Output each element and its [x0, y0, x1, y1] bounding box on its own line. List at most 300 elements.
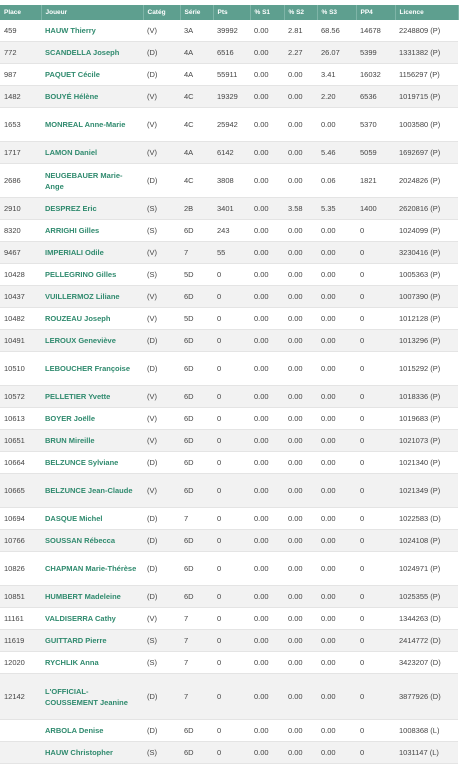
cell-place: 11619 — [0, 630, 41, 652]
cell-s1: 0.00 — [250, 330, 284, 352]
cell-pp4: 0 — [356, 220, 395, 242]
cell-player-name[interactable]: SCANDELLA Joseph — [41, 42, 143, 64]
cell-licence: 2620816 (P) — [395, 198, 458, 220]
cell-points: 0 — [213, 308, 250, 330]
cell-pp4: 5399 — [356, 42, 395, 64]
cell-serie: 6D — [180, 330, 213, 352]
cell-player-name[interactable]: HAUW Christopher — [41, 742, 143, 764]
cell-place: 8320 — [0, 220, 41, 242]
table-row — [0, 508, 458, 530]
cell-points: 0 — [213, 352, 250, 386]
cell-category: (V) — [143, 142, 180, 164]
cell-points: 0 — [213, 552, 250, 586]
cell-s1: 0.00 — [250, 452, 284, 474]
cell-place: 10651 — [0, 430, 41, 452]
cell-s3: 0.00 — [317, 386, 356, 408]
cell-licence: 1012128 (P) — [395, 308, 458, 330]
cell-s3: 0.00 — [317, 286, 356, 308]
cell-s2: 0.00 — [284, 242, 317, 264]
cell-points: 6516 — [213, 42, 250, 64]
cell-pp4: 0 — [356, 408, 395, 430]
col-header-s2[interactable]: % S2 — [284, 5, 317, 20]
col-header-place[interactable]: Place — [0, 5, 41, 20]
cell-s1: 0.00 — [250, 474, 284, 508]
cell-category: (V) — [143, 474, 180, 508]
cell-s3: 3.41 — [317, 64, 356, 86]
cell-s3: 0.00 — [317, 586, 356, 608]
cell-pp4: 16032 — [356, 64, 395, 86]
cell-category: (S) — [143, 742, 180, 764]
cell-place: 10664 — [0, 452, 41, 474]
table-row — [0, 20, 458, 42]
cell-s1: 0.00 — [250, 608, 284, 630]
cell-s2: 2.81 — [284, 20, 317, 42]
cell-player-name[interactable]: DESPREZ Eric — [41, 198, 143, 220]
table-row — [0, 330, 458, 352]
cell-points: 0 — [213, 720, 250, 742]
table-row — [0, 430, 458, 452]
cell-place — [0, 720, 41, 742]
cell-serie: 6D — [180, 586, 213, 608]
cell-licence: 1005363 (P) — [395, 264, 458, 286]
cell-category: (V) — [143, 386, 180, 408]
cell-category: (D) — [143, 164, 180, 198]
cell-licence: 1007390 (P) — [395, 286, 458, 308]
ranking-table — [0, 5, 459, 764]
cell-player-name[interactable]: LEROUX Geneviève — [41, 330, 143, 352]
cell-s2: 0.00 — [284, 552, 317, 586]
cell-place: 10766 — [0, 530, 41, 552]
cell-licence: 1024971 (P) — [395, 552, 458, 586]
cell-licence: 1018336 (P) — [395, 386, 458, 408]
cell-place: 10851 — [0, 586, 41, 608]
cell-serie: 6D — [180, 220, 213, 242]
cell-s2: 0.00 — [284, 720, 317, 742]
cell-player-name[interactable]: BOUYÉ Hélène — [41, 86, 143, 108]
cell-points: 0 — [213, 330, 250, 352]
cell-s3: 0.00 — [317, 242, 356, 264]
cell-s3: 0.00 — [317, 720, 356, 742]
cell-pp4: 1821 — [356, 164, 395, 198]
cell-serie: 2B — [180, 198, 213, 220]
cell-s1: 0.00 — [250, 430, 284, 452]
cell-s3: 5.35 — [317, 198, 356, 220]
cell-licence: 2414772 (D) — [395, 630, 458, 652]
table-row — [0, 452, 458, 474]
cell-s1: 0.00 — [250, 86, 284, 108]
cell-player-name[interactable]: PELLETIER Yvette — [41, 386, 143, 408]
cell-s1: 0.00 — [250, 652, 284, 674]
cell-place: 987 — [0, 64, 41, 86]
cell-points: 0 — [213, 630, 250, 652]
cell-s3: 2.20 — [317, 86, 356, 108]
cell-s3: 0.00 — [317, 220, 356, 242]
cell-s2: 0.00 — [284, 586, 317, 608]
cell-s2: 0.00 — [284, 164, 317, 198]
cell-pp4: 0 — [356, 242, 395, 264]
cell-s2: 0.00 — [284, 452, 317, 474]
cell-s2: 0.00 — [284, 286, 317, 308]
table-row — [0, 42, 458, 64]
col-header-pp4[interactable]: PP4 — [356, 5, 395, 20]
cell-licence: 1022583 (D) — [395, 508, 458, 530]
cell-s2: 0.00 — [284, 64, 317, 86]
cell-s3: 0.00 — [317, 652, 356, 674]
table-row — [0, 608, 458, 630]
cell-category: (D) — [143, 530, 180, 552]
cell-licence: 3230416 (P) — [395, 242, 458, 264]
col-header-s3[interactable]: % S3 — [317, 5, 356, 20]
table-row — [0, 64, 458, 86]
table-row — [0, 720, 458, 742]
cell-s3: 0.00 — [317, 608, 356, 630]
cell-s2: 0.00 — [284, 352, 317, 386]
cell-s3: 0.00 — [317, 630, 356, 652]
cell-player-name[interactable]: BRUN Mireille — [41, 430, 143, 452]
cell-s2: 2.27 — [284, 42, 317, 64]
cell-s1: 0.00 — [250, 552, 284, 586]
cell-serie: 6D — [180, 742, 213, 764]
cell-s1: 0.00 — [250, 220, 284, 242]
cell-licence: 1021073 (P) — [395, 430, 458, 452]
cell-licence: 1003580 (P) — [395, 108, 458, 142]
cell-s3: 0.00 — [317, 508, 356, 530]
cell-pp4: 0 — [356, 552, 395, 586]
cell-s1: 0.00 — [250, 242, 284, 264]
cell-player-name[interactable]: ROUZEAU Joseph — [41, 308, 143, 330]
cell-player-name[interactable]: NEUGEBAUER Marie-Ange — [41, 164, 143, 198]
cell-serie: 5D — [180, 264, 213, 286]
cell-licence: 1344263 (D) — [395, 608, 458, 630]
cell-pp4: 6536 — [356, 86, 395, 108]
cell-player-name[interactable]: ARRIGHI Gilles — [41, 220, 143, 242]
cell-category: (V) — [143, 408, 180, 430]
cell-category: (V) — [143, 286, 180, 308]
cell-pp4: 0 — [356, 630, 395, 652]
cell-category: (D) — [143, 42, 180, 64]
cell-serie: 4C — [180, 86, 213, 108]
cell-category: (V) — [143, 108, 180, 142]
cell-serie: 6D — [180, 552, 213, 586]
cell-pp4: 1400 — [356, 198, 395, 220]
cell-player-name[interactable]: MONREAL Anne-Marie — [41, 108, 143, 142]
cell-s1: 0.00 — [250, 264, 284, 286]
cell-points: 0 — [213, 742, 250, 764]
cell-place: 12142 — [0, 674, 41, 720]
cell-category: (D) — [143, 552, 180, 586]
cell-category: (V) — [143, 430, 180, 452]
cell-points: 39992 — [213, 20, 250, 42]
cell-points: 0 — [213, 386, 250, 408]
cell-serie: 7 — [180, 242, 213, 264]
cell-pp4: 0 — [356, 608, 395, 630]
cell-licence: 3423207 (D) — [395, 652, 458, 674]
cell-serie: 7 — [180, 608, 213, 630]
cell-pp4: 5370 — [356, 108, 395, 142]
cell-player-name[interactable]: IMPERIALI Odile — [41, 242, 143, 264]
table-row — [0, 652, 458, 674]
cell-s2: 0.00 — [284, 742, 317, 764]
cell-player-name[interactable]: VALDISERRA Cathy — [41, 608, 143, 630]
cell-points: 0 — [213, 508, 250, 530]
cell-s1: 0.00 — [250, 286, 284, 308]
cell-serie: 6D — [180, 408, 213, 430]
col-header-joueur[interactable]: Joueur — [41, 5, 143, 20]
cell-licence: 1008368 (L) — [395, 720, 458, 742]
cell-s1: 0.00 — [250, 198, 284, 220]
cell-s2: 0.00 — [284, 330, 317, 352]
cell-player-name[interactable]: HUMBERT Madeleine — [41, 586, 143, 608]
table-row — [0, 264, 458, 286]
cell-place: 9467 — [0, 242, 41, 264]
cell-s2: 0.00 — [284, 430, 317, 452]
cell-points: 0 — [213, 408, 250, 430]
cell-s3: 26.07 — [317, 42, 356, 64]
col-header-categ[interactable]: Catég — [143, 5, 180, 20]
cell-serie: 6D — [180, 530, 213, 552]
cell-licence: 1025355 (P) — [395, 586, 458, 608]
cell-points: 0 — [213, 474, 250, 508]
cell-place: 10491 — [0, 330, 41, 352]
cell-licence: 1024099 (P) — [395, 220, 458, 242]
cell-s3: 0.00 — [317, 452, 356, 474]
cell-player-name[interactable]: VUILLERMOZ Liliane — [41, 286, 143, 308]
cell-serie: 6D — [180, 452, 213, 474]
cell-player-name[interactable]: CHAPMAN Marie-Thérèse — [41, 552, 143, 586]
cell-category: (D) — [143, 674, 180, 720]
col-header-s1[interactable]: % S1 — [250, 5, 284, 20]
cell-s1: 0.00 — [250, 386, 284, 408]
cell-points: 0 — [213, 652, 250, 674]
cell-pp4: 0 — [356, 652, 395, 674]
cell-points: 25942 — [213, 108, 250, 142]
cell-points: 55911 — [213, 64, 250, 86]
cell-s3: 5.46 — [317, 142, 356, 164]
cell-s3: 0.00 — [317, 308, 356, 330]
cell-s2: 0.00 — [284, 264, 317, 286]
table-row — [0, 630, 458, 652]
cell-pp4: 0 — [356, 742, 395, 764]
table-row — [0, 108, 458, 142]
cell-s3: 0.06 — [317, 164, 356, 198]
cell-serie: 7 — [180, 674, 213, 720]
cell-category: (S) — [143, 220, 180, 242]
cell-s3: 0.00 — [317, 530, 356, 552]
table-row — [0, 242, 458, 264]
cell-s1: 0.00 — [250, 108, 284, 142]
cell-place: 459 — [0, 20, 41, 42]
cell-player-name[interactable]: DASQUE Michel — [41, 508, 143, 530]
cell-pp4: 0 — [356, 330, 395, 352]
cell-player-name[interactable]: HAUW Thierry — [41, 20, 143, 42]
cell-s1: 0.00 — [250, 20, 284, 42]
cell-licence: 1013296 (P) — [395, 330, 458, 352]
cell-points: 243 — [213, 220, 250, 242]
cell-category: (V) — [143, 608, 180, 630]
cell-player-name[interactable]: SOUSSAN Rébecca — [41, 530, 143, 552]
cell-pp4: 0 — [356, 286, 395, 308]
cell-category: (V) — [143, 86, 180, 108]
cell-serie: 6D — [180, 286, 213, 308]
cell-player-name[interactable]: BELZUNCE Sylviane — [41, 452, 143, 474]
cell-serie: 6D — [180, 474, 213, 508]
cell-player-name[interactable]: BOYER Joëlle — [41, 408, 143, 430]
cell-category: (V) — [143, 20, 180, 42]
cell-category: (S) — [143, 198, 180, 220]
cell-licence: 2248809 (P) — [395, 20, 458, 42]
cell-serie: 5D — [180, 308, 213, 330]
table-row — [0, 552, 458, 586]
cell-player-name[interactable]: ARBOLA Denise — [41, 720, 143, 742]
table-row — [0, 586, 458, 608]
cell-s3: 0.00 — [317, 552, 356, 586]
cell-place: 2686 — [0, 164, 41, 198]
cell-place: 10572 — [0, 386, 41, 408]
cell-serie: 4A — [180, 64, 213, 86]
cell-licence: 1156297 (P) — [395, 64, 458, 86]
cell-place: 10613 — [0, 408, 41, 430]
cell-licence: 1021340 (P) — [395, 452, 458, 474]
cell-pp4: 0 — [356, 720, 395, 742]
cell-pp4: 0 — [356, 386, 395, 408]
cell-pp4: 0 — [356, 430, 395, 452]
cell-s3: 0.00 — [317, 352, 356, 386]
cell-place: 1717 — [0, 142, 41, 164]
col-header-pts[interactable]: Pts — [213, 5, 250, 20]
cell-place: 11161 — [0, 608, 41, 630]
cell-s2: 0.00 — [284, 530, 317, 552]
cell-pp4: 0 — [356, 586, 395, 608]
cell-points: 6142 — [213, 142, 250, 164]
col-header-licence[interactable]: Licence — [395, 5, 458, 20]
cell-points: 55 — [213, 242, 250, 264]
cell-s2: 0.00 — [284, 652, 317, 674]
cell-s1: 0.00 — [250, 352, 284, 386]
cell-points: 0 — [213, 586, 250, 608]
cell-s2: 0.00 — [284, 608, 317, 630]
cell-licence: 2024826 (P) — [395, 164, 458, 198]
cell-s3: 0.00 — [317, 408, 356, 430]
cell-player-name[interactable]: LEBOUCHER Françoise — [41, 352, 143, 386]
cell-pp4: 0 — [356, 530, 395, 552]
cell-licence: 1024108 (P) — [395, 530, 458, 552]
cell-s1: 0.00 — [250, 720, 284, 742]
cell-category: (V) — [143, 308, 180, 330]
cell-points: 19329 — [213, 86, 250, 108]
cell-category: (S) — [143, 630, 180, 652]
cell-s3: 0.00 — [317, 674, 356, 720]
cell-player-name[interactable]: BELZUNCE Jean-Claude — [41, 474, 143, 508]
cell-player-name[interactable]: RYCHLIK Anna — [41, 652, 143, 674]
cell-category: (D) — [143, 586, 180, 608]
cell-s1: 0.00 — [250, 64, 284, 86]
cell-place: 1653 — [0, 108, 41, 142]
cell-serie: 4C — [180, 164, 213, 198]
cell-place: 1482 — [0, 86, 41, 108]
cell-points: 0 — [213, 674, 250, 720]
cell-s1: 0.00 — [250, 742, 284, 764]
cell-pp4: 0 — [356, 308, 395, 330]
table-row — [0, 674, 458, 720]
table-row — [0, 474, 458, 508]
cell-s2: 0.00 — [284, 630, 317, 652]
cell-serie: 3A — [180, 20, 213, 42]
cell-pp4: 0 — [356, 674, 395, 720]
cell-category: (D) — [143, 352, 180, 386]
cell-player-name[interactable]: GUITTARD Pierre — [41, 630, 143, 652]
cell-serie: 7 — [180, 630, 213, 652]
cell-licence: 1692697 (P) — [395, 142, 458, 164]
cell-category: (S) — [143, 264, 180, 286]
cell-points: 0 — [213, 286, 250, 308]
cell-pp4: 14678 — [356, 20, 395, 42]
cell-serie: 6D — [180, 720, 213, 742]
cell-licence: 1021349 (P) — [395, 474, 458, 508]
cell-licence: 3877926 (D) — [395, 674, 458, 720]
cell-points: 0 — [213, 264, 250, 286]
col-header-serie[interactable]: Série — [180, 5, 213, 20]
cell-place: 10665 — [0, 474, 41, 508]
table-row — [0, 352, 458, 386]
cell-points: 3808 — [213, 164, 250, 198]
table-row — [0, 408, 458, 430]
cell-serie: 7 — [180, 508, 213, 530]
cell-category: (S) — [143, 652, 180, 674]
cell-player-name[interactable]: PELLEGRINO Gilles — [41, 264, 143, 286]
cell-place: 10428 — [0, 264, 41, 286]
cell-player-name[interactable]: LAMON Daniel — [41, 142, 143, 164]
cell-category: (D) — [143, 452, 180, 474]
cell-place: 12020 — [0, 652, 41, 674]
cell-licence: 1019715 (P) — [395, 86, 458, 108]
cell-player-name[interactable]: L'OFFICIAL-COUSSEMENT Jeanine — [41, 674, 143, 720]
cell-s2: 0.00 — [284, 108, 317, 142]
cell-s1: 0.00 — [250, 142, 284, 164]
cell-category: (V) — [143, 242, 180, 264]
cell-s1: 0.00 — [250, 164, 284, 198]
cell-pp4: 0 — [356, 508, 395, 530]
cell-s2: 0.00 — [284, 674, 317, 720]
table-row — [0, 198, 458, 220]
table-row — [0, 142, 458, 164]
cell-place: 10510 — [0, 352, 41, 386]
cell-s2: 0.00 — [284, 474, 317, 508]
cell-category: (D) — [143, 330, 180, 352]
table-row — [0, 220, 458, 242]
cell-serie: 6D — [180, 430, 213, 452]
cell-serie: 4C — [180, 108, 213, 142]
cell-s3: 68.56 — [317, 20, 356, 42]
cell-pp4: 0 — [356, 474, 395, 508]
cell-place: 10482 — [0, 308, 41, 330]
cell-s2: 3.58 — [284, 198, 317, 220]
table-row — [0, 386, 458, 408]
cell-s3: 0.00 — [317, 742, 356, 764]
cell-points: 0 — [213, 530, 250, 552]
cell-licence: 1015292 (P) — [395, 352, 458, 386]
table-row — [0, 308, 458, 330]
table-row — [0, 86, 458, 108]
cell-place: 10437 — [0, 286, 41, 308]
cell-s3: 0.00 — [317, 330, 356, 352]
cell-pp4: 5059 — [356, 142, 395, 164]
table-row — [0, 530, 458, 552]
cell-s2: 0.00 — [284, 408, 317, 430]
cell-s1: 0.00 — [250, 630, 284, 652]
cell-player-name[interactable]: PAQUET Cécile — [41, 64, 143, 86]
cell-pp4: 0 — [356, 452, 395, 474]
cell-place: 2910 — [0, 198, 41, 220]
